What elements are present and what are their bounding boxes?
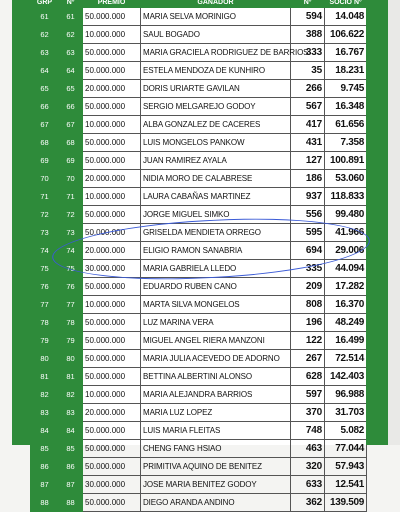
row-prize: 50.000.000 [83,98,141,116]
row-number: 556 [291,206,325,224]
row-n: 81 [59,368,83,386]
row-name: PRIMITIVA AQUINO DE BENITEZ [141,458,291,476]
row-name: LAURA CABAÑAS MARTINEZ [141,188,291,206]
row-name: NIDIA MORO DE CALABRESE [141,170,291,188]
row-name: JORGE MIGUEL SIMKO [141,206,291,224]
row-n: 79 [59,332,83,350]
header-socio: SOCIO Nº [325,0,367,8]
row-socio: 7.358 [325,134,367,152]
header-n: Nº [59,0,83,8]
row-number: 186 [291,170,325,188]
row-number: 597 [291,386,325,404]
row-prize: 30.000.000 [83,476,141,494]
row-socio: 44.094 [325,260,367,278]
row-name: DIEGO ARANDA ANDINO [141,494,291,512]
row-n: 61 [59,8,83,26]
row-number: 333 [291,44,325,62]
row-socio: 16.348 [325,98,367,116]
row-grp: 76 [31,278,59,296]
table-row [31,314,367,332]
row-grp: 61 [31,8,59,26]
row-grp: 82 [31,386,59,404]
row-number: 595 [291,224,325,242]
row-grp: 69 [31,152,59,170]
row-name: BETTINA ALBERTINI ALONSO [141,368,291,386]
left-green-border [12,0,30,445]
row-name: JUAN RAMIREZ AYALA [141,152,291,170]
row-prize: 50.000.000 [83,44,141,62]
row-socio: 57.943 [325,458,367,476]
row-number: 594 [291,8,325,26]
row-prize: 50.000.000 [83,224,141,242]
row-name: ESTELA MENDOZA DE KUNHIRO [141,62,291,80]
row-socio: 17.282 [325,278,367,296]
row-socio: 14.048 [325,8,367,26]
row-grp: 81 [31,368,59,386]
table-row [31,116,367,134]
row-socio: 96.988 [325,386,367,404]
row-prize: 50.000.000 [83,350,141,368]
row-name: MIGUEL ANGEL RIERA MANZONI [141,332,291,350]
row-grp: 73 [31,224,59,242]
row-number: 633 [291,476,325,494]
row-grp: 75 [31,260,59,278]
table-row [31,98,367,116]
row-n: 64 [59,62,83,80]
row-number: 335 [291,260,325,278]
row-socio: 31.703 [325,404,367,422]
row-grp: 70 [31,170,59,188]
row-name: JOSE MARIA BENITEZ GODOY [141,476,291,494]
table-row [31,8,367,26]
row-name: LUIS MARIA FLEITAS [141,422,291,440]
row-prize: 20.000.000 [83,80,141,98]
row-socio: 99.480 [325,206,367,224]
row-prize: 50.000.000 [83,314,141,332]
row-name: CHENG FANG HSIAO [141,440,291,458]
table-row [31,440,367,458]
row-socio: 61.656 [325,116,367,134]
table-header-row [31,0,367,8]
row-n: 88 [59,494,83,512]
row-n: 72 [59,206,83,224]
table-row [31,62,367,80]
row-n: 75 [59,260,83,278]
row-name: MARIA LUZ LOPEZ [141,404,291,422]
row-socio: 53.060 [325,170,367,188]
row-number: 266 [291,80,325,98]
row-name: EDUARDO RUBEN CANO [141,278,291,296]
row-n: 84 [59,422,83,440]
row-prize: 50.000.000 [83,422,141,440]
row-prize: 20.000.000 [83,242,141,260]
row-prize: 50.000.000 [83,62,141,80]
table-row [31,278,367,296]
row-socio: 142.403 [325,368,367,386]
row-socio: 16.767 [325,44,367,62]
row-number: 35 [291,62,325,80]
row-name: SAUL BOGADO [141,26,291,44]
row-number: 127 [291,152,325,170]
row-prize: 10.000.000 [83,386,141,404]
row-number: 362 [291,494,325,512]
row-prize: 50.000.000 [83,440,141,458]
row-n: 65 [59,80,83,98]
row-number: 937 [291,188,325,206]
row-grp: 67 [31,116,59,134]
row-n: 83 [59,404,83,422]
row-n: 71 [59,188,83,206]
table-row [31,26,367,44]
row-name: MARIA ALEJANDRA BARRIOS [141,386,291,404]
row-name: GRISELDA MENDIETA ORREGO [141,224,291,242]
row-prize: 10.000.000 [83,188,141,206]
row-number: 567 [291,98,325,116]
row-socio: 9.745 [325,80,367,98]
row-prize: 10.000.000 [83,296,141,314]
row-socio: 139.509 [325,494,367,512]
row-number: 808 [291,296,325,314]
table-row [31,332,367,350]
table-row [31,188,367,206]
row-grp: 80 [31,350,59,368]
row-number: 463 [291,440,325,458]
row-n: 85 [59,440,83,458]
row-grp: 87 [31,476,59,494]
table-row [31,134,367,152]
table-row [31,206,367,224]
row-grp: 85 [31,440,59,458]
row-socio: 29.006 [325,242,367,260]
page-edge [388,0,400,445]
row-n: 77 [59,296,83,314]
row-n: 69 [59,152,83,170]
row-number: 748 [291,422,325,440]
row-grp: 62 [31,26,59,44]
table-row [31,476,367,494]
row-n: 76 [59,278,83,296]
table-body [31,8,367,512]
right-green-border [366,0,388,445]
row-grp: 83 [31,404,59,422]
row-n: 66 [59,98,83,116]
row-name: MARIA SELVA MORINIGO [141,8,291,26]
row-name: ELIGIO RAMON SANABRIA [141,242,291,260]
table-row [31,80,367,98]
row-socio: 77.044 [325,440,367,458]
table-row [31,242,367,260]
row-name: MARTA SILVA MONGELOS [141,296,291,314]
row-grp: 86 [31,458,59,476]
row-name: SERGIO MELGAREJO GODOY [141,98,291,116]
row-name: MARIA JULIA ACEVEDO DE ADORNO [141,350,291,368]
row-socio: 48.249 [325,314,367,332]
row-number: 267 [291,350,325,368]
row-n: 86 [59,458,83,476]
row-grp: 63 [31,44,59,62]
row-grp: 79 [31,332,59,350]
row-prize: 50.000.000 [83,278,141,296]
table-row [31,386,367,404]
row-prize: 50.000.000 [83,206,141,224]
row-grp: 68 [31,134,59,152]
table-row [31,224,367,242]
table-row [31,296,367,314]
row-grp: 64 [31,62,59,80]
row-number: 694 [291,242,325,260]
row-socio: 72.514 [325,350,367,368]
row-prize: 50.000.000 [83,152,141,170]
table-row [31,368,367,386]
row-prize: 50.000.000 [83,368,141,386]
row-prize: 20.000.000 [83,170,141,188]
row-n: 74 [59,242,83,260]
row-name: MARIA GABRIELA LLEDO [141,260,291,278]
table-row [31,422,367,440]
row-grp: 66 [31,98,59,116]
row-n: 80 [59,350,83,368]
row-grp: 65 [31,80,59,98]
row-number: 370 [291,404,325,422]
row-socio: 18.231 [325,62,367,80]
table-row [31,152,367,170]
row-n: 63 [59,44,83,62]
table-row [31,44,367,62]
row-n: 82 [59,386,83,404]
row-prize: 50.000.000 [83,8,141,26]
row-socio: 118.833 [325,188,367,206]
header-prize: PREMIO [83,0,141,8]
row-socio: 16.499 [325,332,367,350]
row-grp: 74 [31,242,59,260]
row-socio: 41.966 [325,224,367,242]
table-row [31,404,367,422]
row-name: LUIS MONGELOS PANKOW [141,134,291,152]
row-socio: 5.082 [325,422,367,440]
row-name: LUZ MARINA VERA [141,314,291,332]
table-row [31,170,367,188]
row-name: DORIS URIARTE GAVILAN [141,80,291,98]
row-number: 628 [291,368,325,386]
row-n: 73 [59,224,83,242]
row-number: 196 [291,314,325,332]
table-row [31,260,367,278]
row-number: 320 [291,458,325,476]
row-prize: 30.000.000 [83,260,141,278]
row-prize: 50.000.000 [83,332,141,350]
header-winner: GANADOR [141,0,291,8]
row-prize: 50.000.000 [83,494,141,512]
row-socio: 106.622 [325,26,367,44]
row-grp: 77 [31,296,59,314]
row-socio: 12.541 [325,476,367,494]
winners-sheet [30,0,366,508]
row-name: ALBA GONZALEZ DE CACERES [141,116,291,134]
row-socio: 100.891 [325,152,367,170]
row-number: 431 [291,134,325,152]
header-grp: GRP [31,0,59,8]
row-prize: 10.000.000 [83,116,141,134]
row-grp: 71 [31,188,59,206]
row-n: 67 [59,116,83,134]
row-n: 78 [59,314,83,332]
row-name: MARIA GRACIELA RODRIGUEZ DE BARRIOS [141,44,291,62]
row-grp: 72 [31,206,59,224]
row-number: 209 [291,278,325,296]
row-prize: 50.000.000 [83,458,141,476]
table-row [31,350,367,368]
row-number: 417 [291,116,325,134]
winners-table [30,0,367,512]
row-number: 122 [291,332,325,350]
row-n: 70 [59,170,83,188]
row-grp: 88 [31,494,59,512]
row-prize: 10.000.000 [83,26,141,44]
row-number: 388 [291,26,325,44]
row-prize: 20.000.000 [83,404,141,422]
header-number: Nº [291,0,325,8]
row-n: 62 [59,26,83,44]
row-n: 68 [59,134,83,152]
row-prize: 50.000.000 [83,134,141,152]
row-grp: 84 [31,422,59,440]
row-grp: 78 [31,314,59,332]
table-row [31,458,367,476]
row-n: 87 [59,476,83,494]
table-row [31,494,367,512]
row-socio: 16.370 [325,296,367,314]
